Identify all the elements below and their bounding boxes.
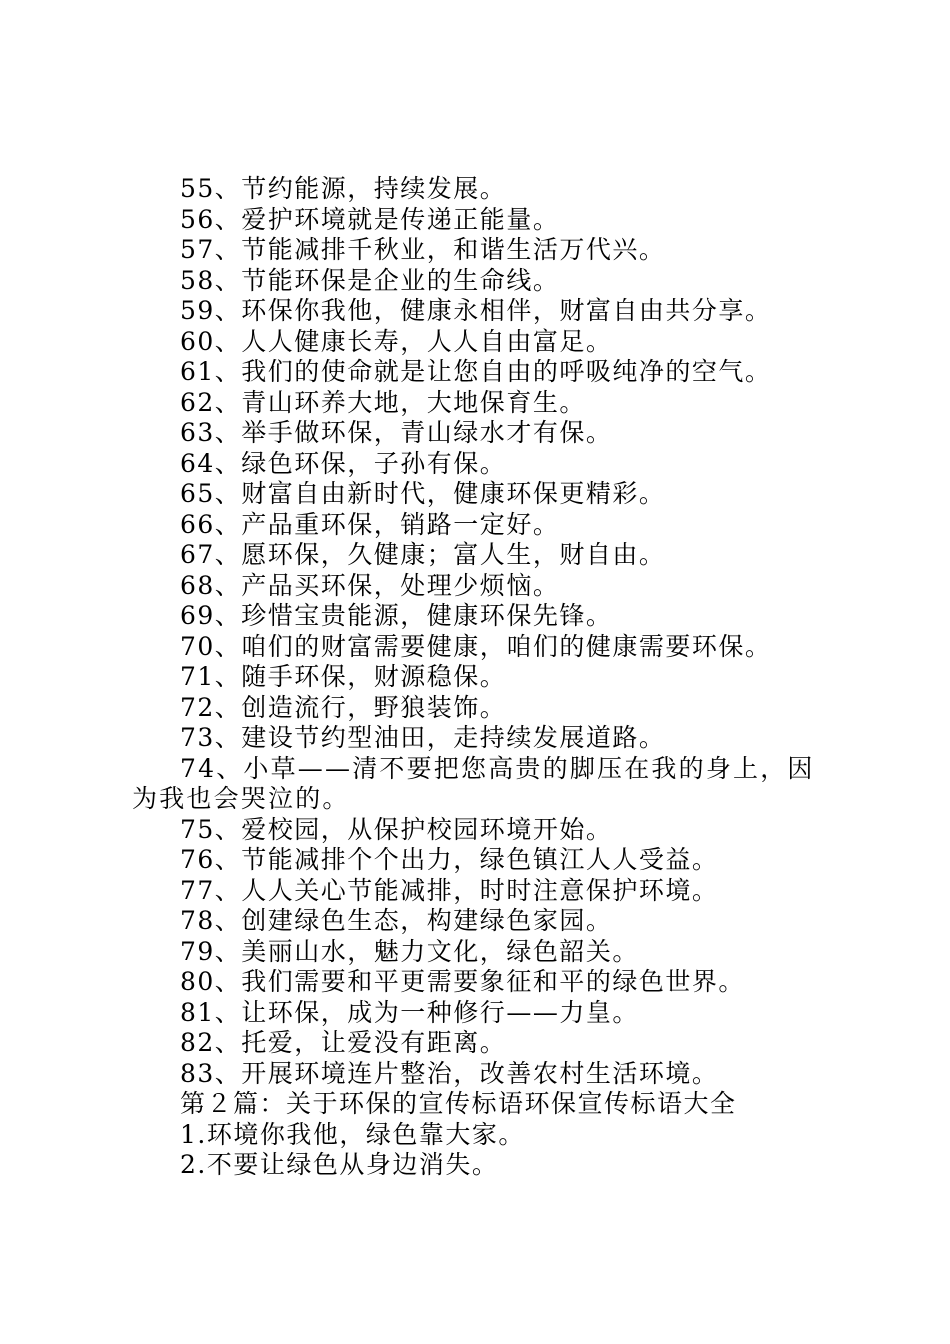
text-line: 67、愿环保，久健康；富人生，财自由。 [180, 540, 666, 569]
text-line: 83、开展环境连片整治，改善农村生活环境。 [180, 1058, 719, 1088]
text-line: 76、节能减排个个出力，绿色镇江人人受益。 [180, 845, 719, 874]
text-line: 2.不要让绿色从身边消失。 [180, 1150, 499, 1179]
text-line: 81、让环保，成为一种修行——力皇。 [180, 997, 639, 1027]
text-line: 77、人人关心节能减排，时时注意保护环境。 [180, 875, 719, 905]
text-line: 56、爱护环境就是传递正能量。 [180, 204, 560, 234]
text-line-wrapped: 74、小草——清不要把您高贵的脚压在我的身上，因为我也会哭泣的。 [132, 753, 815, 813]
text-line: 59、环保你我他，健康永相伴，财富自由共分享。 [180, 296, 772, 325]
text-line: 57、节能减排千秋业，和谐生活万代兴。 [180, 235, 666, 264]
text-line: 68、产品买环保，处理少烦恼。 [180, 570, 560, 600]
text-line: 75、爱校园，从保护校园环境开始。 [180, 814, 613, 844]
text-line: 69、珍惜宝贵能源，健康环保先锋。 [180, 601, 613, 630]
text-line: 72、创造流行，野狼装饰。 [180, 692, 507, 722]
text-line: 65、财富自由新时代，健康环保更精彩。 [180, 479, 666, 508]
text-line: 70、咱们的财富需要健康，咱们的健康需要环保。 [180, 631, 772, 661]
text-line: 73、建设节约型油田，走持续发展道路。 [180, 723, 666, 752]
section-heading: 第２篇：关于环保的宣传标语环保宣传标语大全 [180, 1089, 737, 1118]
text-line: 61、我们的使命就是让您自由的呼吸纯净的空气。 [180, 357, 772, 386]
text-line: 62、青山环养大地，大地保育生。 [180, 387, 586, 417]
text-line: 79、美丽山水，魅力文化，绿色韶关。 [180, 936, 639, 966]
text-line: 1.环境你我他，绿色靠大家。 [180, 1119, 525, 1149]
text-line: 66、产品重环保，销路一定好。 [180, 509, 560, 539]
text-line: 80、我们需要和平更需要象征和平的绿色世界。 [180, 967, 745, 996]
document-body [132, 174, 837, 1181]
text-line: 60、人人健康长寿，人人自由富足。 [180, 326, 613, 356]
text-line: 82、托爱，让爱没有距离。 [180, 1028, 507, 1057]
text-line: 71、随手环保，财源稳保。 [180, 662, 507, 691]
text-line: 78、创建绿色生态，构建绿色家园。 [180, 906, 613, 935]
text-line: 63、举手做环保，青山绿水才有保。 [180, 418, 613, 447]
text-line: 58、节能环保是企业的生命线。 [180, 265, 560, 295]
text-line: 64、绿色环保，子孙有保。 [180, 448, 507, 478]
text-line: 55、节约能源，持续发展。 [180, 174, 507, 203]
